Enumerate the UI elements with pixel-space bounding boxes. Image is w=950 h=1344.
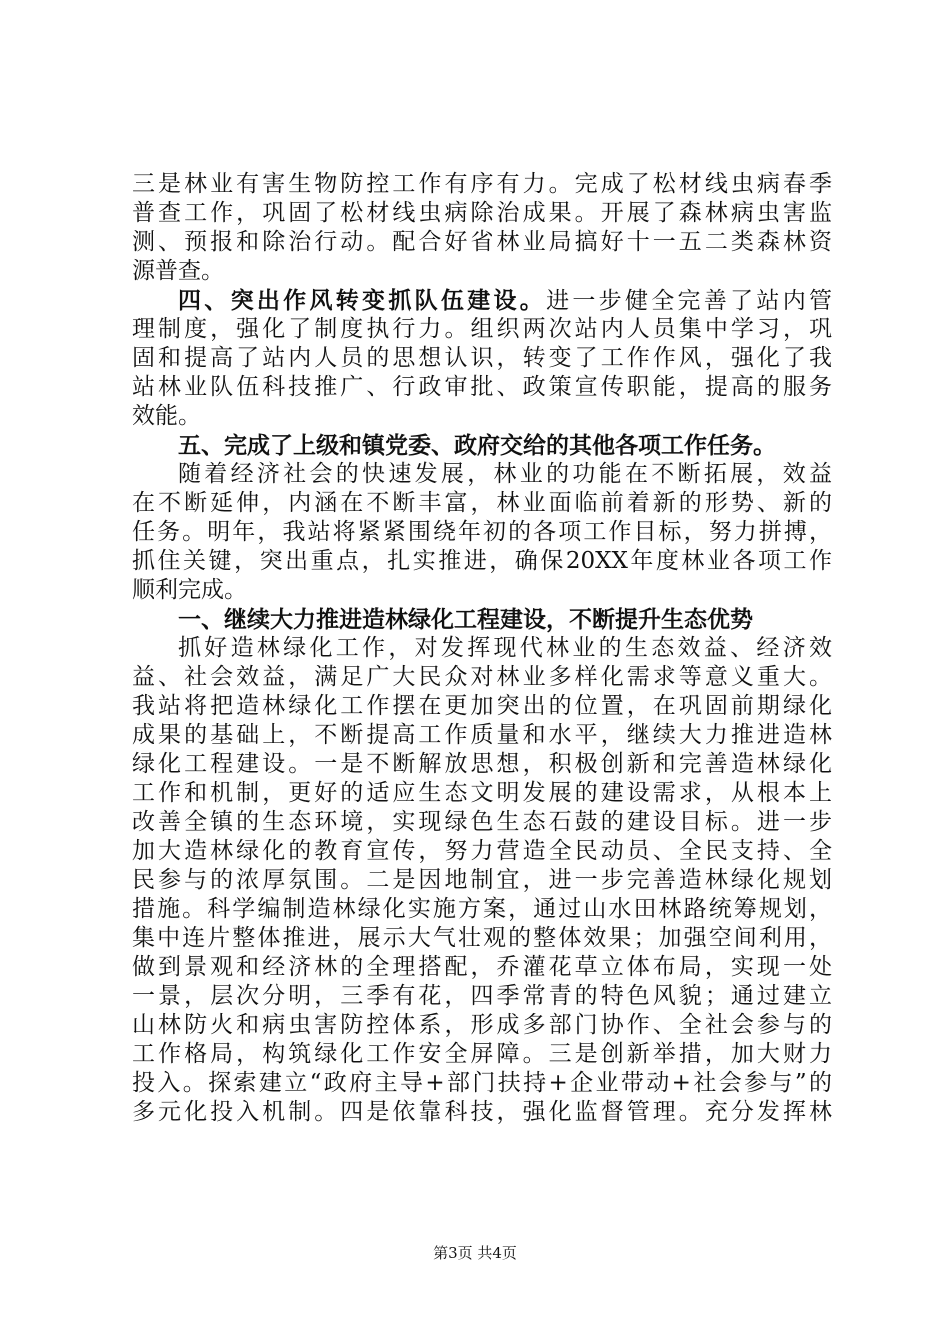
text-line: 一景，层次分明，三季有花，四季常青的特色风貌；通过建立: [132, 983, 832, 1009]
text-line: 在不断延伸，内涵在不断丰富，林业面临前着新的形势、新的: [132, 490, 832, 516]
text-line: 集中连片整体推进，展示大气壮观的整体效果；加强空间利用，: [132, 925, 832, 951]
text-line: 效能。: [132, 403, 201, 429]
text-line: 站林业队伍科技推广、行政审批、政策宣传职能，提高的服务: [132, 374, 832, 400]
document-body: [132, 170, 832, 1127]
text-line: 民参与的浓厚氛围。二是因地制宜，进一步完善造林绿化规划: [132, 867, 832, 893]
text-line: 成果的基础上，不断提高工作质量和水平，继续大力推进造林: [132, 722, 832, 748]
text-line: 绿化工程建设。一是不断解放思想，积极创新和完善造林绿化: [132, 751, 832, 777]
page-footer: 第3页 共4页: [433, 1244, 517, 1262]
text-line: 抓住关键，突出重点，扎实推进，确保20XX年度林业各项工作: [132, 548, 832, 574]
text-line: 工作和机制，更好的适应生态文明发展的建设需求，从根本上: [132, 780, 832, 806]
text-line: [132, 286, 832, 315]
text-line: 随着经济社会的快速发展，林业的功能在不断拓展，效益: [178, 461, 832, 487]
text-line: 三是林业有害生物防控工作有序有力。完成了松材线虫病春季: [132, 171, 832, 197]
text-run: 进一步健全完善了站内管: [546, 288, 833, 314]
text-line: 普查工作，巩固了松材线虫病除治成果。开展了森林病虫害监: [132, 200, 832, 226]
text-line: 措施。科学编制造林绿化实施方案，通过山水田林路统筹规划，: [132, 896, 832, 922]
text-line: 山林防火和病虫害防控体系，形成多部门协作、全社会参与的: [132, 1012, 832, 1038]
text-line: 源普查。: [132, 258, 224, 284]
text-line: 做到景观和经济林的全理搭配，乔灌花草立体布局，实现一处: [132, 954, 832, 980]
text-line: 多元化投入机制。四是依靠科技，强化监督管理。充分发挥林: [132, 1099, 832, 1125]
section-heading: 一、继续大力推进造林绿化工程建设，不断提升生态优势: [178, 606, 753, 633]
text-line: 顺利完成。: [132, 577, 247, 603]
text-line: 测、预报和除治行动。配合好省林业局搞好十一五二类森林资: [132, 229, 832, 255]
text-line: 加大造林绿化的教育宣传，努力营造全民动员、全民支持、全: [132, 838, 832, 864]
text-line: 工作格局，构筑绿化工作安全屏障。三是创新举措，加大财力: [132, 1041, 832, 1067]
text-line: 益、社会效益，满足广大民众对林业多样化需求等意义重大。: [132, 664, 832, 690]
text-line: 我站将把造林绿化工作摆在更加突出的位置，在巩固前期绿化: [132, 693, 832, 719]
text-line: 抓好造林绿化工作，对发挥现代林业的生态效益、经济效: [178, 635, 832, 661]
text-line: 固和提高了站内人员的思想认识，转变了工作作风，强化了我: [132, 345, 832, 371]
section-heading: 五、完成了上级和镇党委、政府交给的其他各项工作任务。: [178, 432, 776, 459]
text-line: 改善全镇的生态环境，实现绿色生态石鼓的建设目标。进一步: [132, 809, 832, 835]
text-line: 理制度，强化了制度执行力。组织两次站内人员集中学习，巩: [132, 316, 832, 342]
section-heading: 四、突出作风转变抓队伍建设。: [178, 287, 547, 314]
text-line: 任务。明年，我站将紧紧围绕年初的各项工作目标，努力拼搏，: [132, 519, 832, 545]
text-line: 投入。探索建立“政府主导+部门扶持+企业带动+社会参与”的: [132, 1070, 832, 1096]
